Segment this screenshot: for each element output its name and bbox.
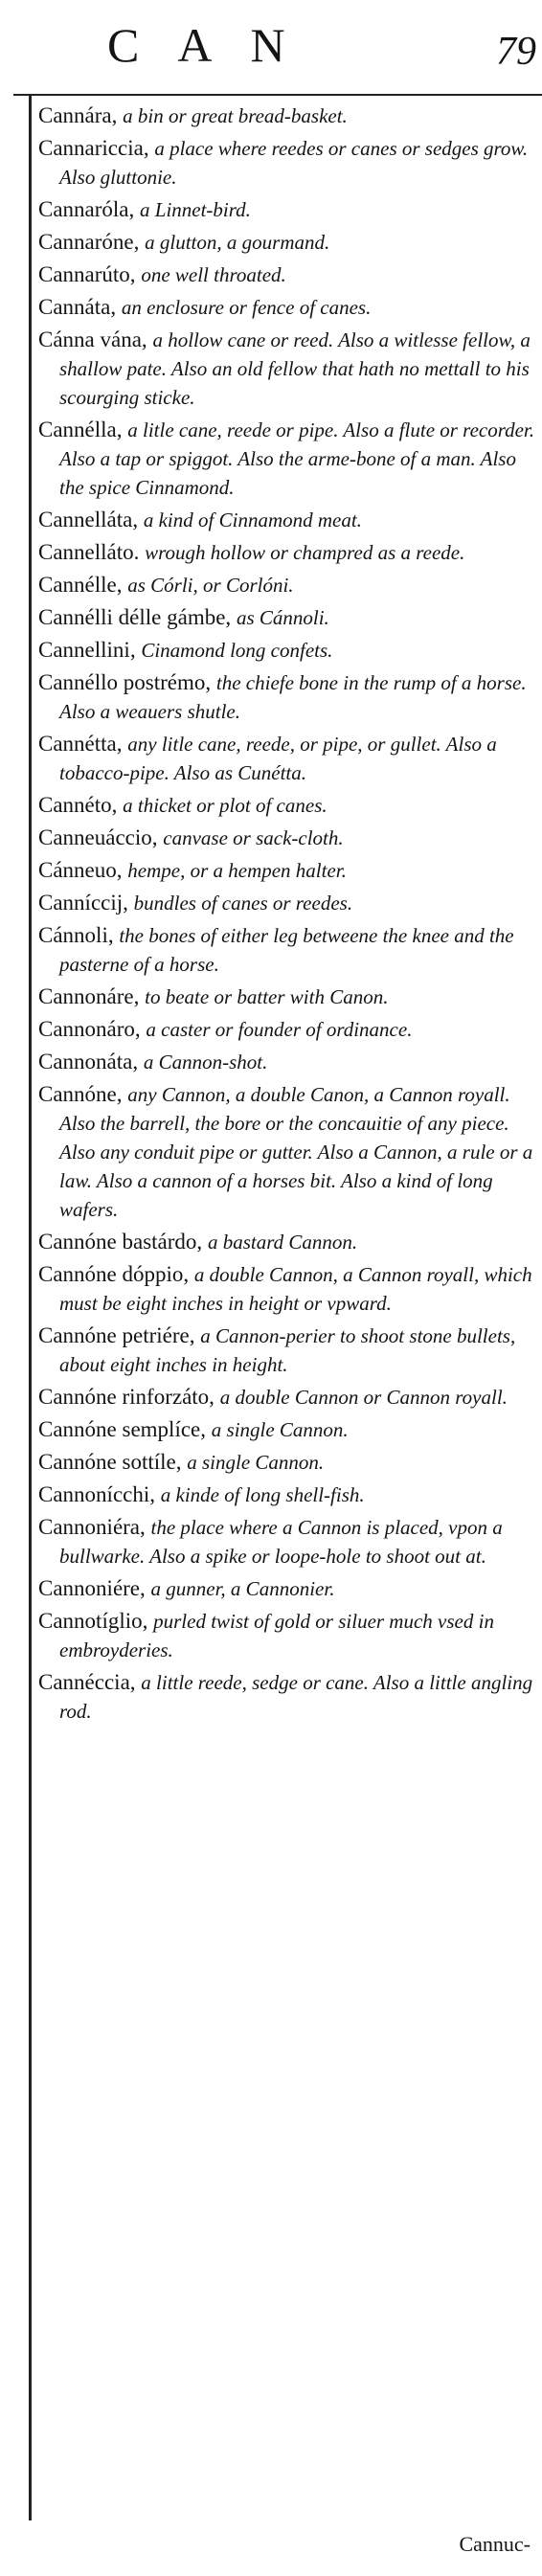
entry-headword: Cánnoli, — [38, 923, 114, 947]
entry-headword: Cannélla, — [38, 418, 123, 441]
dictionary-entry — [38, 1048, 536, 1076]
entry-headword: Cannára, — [38, 103, 118, 127]
entry-definition: as Cánnoli. — [236, 606, 329, 629]
entry-definition: a kinde of long shell-fish. — [160, 1483, 365, 1506]
entry-headword: Cannarúto, — [38, 262, 136, 286]
entry-definition: an enclosure or fence of canes. — [121, 296, 372, 319]
dictionary-entry — [38, 1415, 536, 1444]
entry-headword: Cannóne rinforzáto, — [38, 1385, 215, 1409]
entry-definition: a kind of Cinnamond meat. — [143, 508, 362, 531]
entry-definition: a Cannon-shot. — [143, 1051, 268, 1073]
dictionary-entry — [38, 1260, 536, 1318]
dictionary-entry — [38, 1228, 536, 1256]
entry-definition: any Cannon, a double Canon, a Cannon royall. Also the barrell, the bore or the concauitie of any piece. Also any conduit pipe or gutter. Also a Cannon, a rule or a law. Also a cannon of a horses bit. Also a kind of long wafers. — [59, 1083, 533, 1221]
entry-definition: the chiefe bone in the rump of a horse. Also a weauers shutle. — [59, 671, 527, 723]
entry-definition: a Linnet-bird. — [140, 198, 251, 221]
entry-definition: purled twist of gold or siluer much vsed in embroyderies. — [59, 1610, 494, 1661]
entry-headword: Cannelláto. — [38, 540, 140, 564]
entry-headword: Cannóne semplíce, — [38, 1417, 207, 1441]
entry-definition: Cinamond long confets. — [141, 639, 333, 662]
dictionary-entry — [38, 730, 536, 787]
dictionary-entry — [38, 1668, 536, 1726]
entry-definition: canvase or sack-cloth. — [163, 826, 344, 849]
entry-definition: wrough hollow or champred as a reede. — [145, 541, 465, 564]
entry-headword: Cannonícchi, — [38, 1482, 155, 1506]
entry-headword: Canníccij, — [38, 891, 128, 915]
entry-headword: Cannéllo postrémo, — [38, 670, 212, 694]
entry-definition: hempe, or a hempen halter. — [127, 859, 347, 882]
entry-definition: one well throated. — [141, 263, 286, 286]
dictionary-entry — [38, 538, 536, 567]
header-rule — [13, 94, 542, 96]
entry-headword: Cannoniéra, — [38, 1515, 146, 1539]
entry-headword: Cannotíglio, — [38, 1609, 148, 1633]
dictionary-entry — [38, 134, 536, 192]
page-header — [0, 0, 542, 88]
dictionary-entry — [38, 1383, 536, 1412]
dictionary-entry — [38, 293, 536, 322]
dictionary-entry — [38, 260, 536, 289]
entry-headword: Cannóne, — [38, 1082, 123, 1106]
entry-definition: a caster or founder of ordinance. — [146, 1018, 413, 1041]
dictionary-entry — [38, 571, 536, 599]
dictionary-entry — [38, 1574, 536, 1603]
entry-headword: Cannétta, — [38, 732, 123, 756]
entry-definition: a gunner, a Cannonier. — [150, 1577, 335, 1600]
dictionary-entry — [38, 195, 536, 224]
entry-definition: a double Cannon or Cannon royall. — [219, 1386, 508, 1409]
entry-headword: Cannéccia, — [38, 1670, 136, 1694]
dictionary-entry — [38, 228, 536, 257]
entry-headword: Cannaróne, — [38, 230, 140, 254]
entry-definition: a thicket or plot of canes. — [123, 794, 327, 817]
entry-definition: bundles of canes or reedes. — [133, 892, 353, 915]
entry-headword: Cannélle, — [38, 573, 123, 597]
entry-definition: a glutton, a gourmand. — [145, 231, 330, 254]
dictionary-entry — [38, 824, 536, 852]
running-head: CAN — [107, 18, 324, 72]
entry-headword: Cannóne bastárdo, — [38, 1230, 203, 1254]
entry-headword: Cannéto, — [38, 793, 118, 817]
dictionary-entry — [38, 889, 536, 917]
catchword: Cannuc- — [459, 2532, 531, 2556]
entry-definition: the place where a Cannon is placed, vpon a bullwarke. Also a spike or loope-hole to shoot out at. — [59, 1516, 503, 1568]
dictionary-entry — [38, 1322, 536, 1379]
entry-headword: Cánna vána, — [38, 328, 147, 351]
entry-headword: Cannoniére, — [38, 1576, 146, 1600]
page-number: 79 — [496, 30, 536, 74]
dictionary-entry — [38, 856, 536, 885]
entry-definition: the bones of either leg betweene the knee and the pasterne of a horse. — [59, 924, 514, 976]
entry-headword: Cannellini, — [38, 638, 136, 662]
entry-definition: a single Cannon. — [211, 1418, 349, 1441]
entry-headword: Cannariccia, — [38, 136, 149, 160]
dictionary-entry — [38, 603, 536, 632]
entry-headword: Cannáta, — [38, 295, 117, 319]
dictionary-entry — [38, 1015, 536, 1044]
entry-headword: Cánneuo, — [38, 858, 123, 882]
dictionary-entry — [38, 921, 536, 979]
entry-headword: Cannélli délle gámbe, — [38, 605, 232, 629]
entry-definition: a bin or great bread-basket. — [123, 104, 348, 127]
dictionary-entry — [38, 1480, 536, 1509]
dictionary-entry — [38, 668, 536, 726]
entry-headword: Cannaróla, — [38, 197, 135, 221]
dictionary-entry — [38, 506, 536, 534]
entry-headword: Cannóne petriére, — [38, 1323, 195, 1347]
entry-definition: a double Cannon, a Cannon royall, which must be eight inches in height or vpward. — [59, 1263, 532, 1315]
entry-definition: a little reede, sedge or cane. Also a little angling rod. — [59, 1671, 533, 1723]
entry-headword: Cannonáro, — [38, 1017, 141, 1041]
entry-definition: to beate or batter with Canon. — [145, 985, 389, 1008]
entry-headword: Cannonáre, — [38, 984, 140, 1008]
dictionary-entry — [38, 1607, 536, 1664]
entry-definition: a litle cane, reede or pipe. Also a flute or recorder. Also a tap or spiggot. Also the arme-bone of a man. Also the spice Cinnamond. — [59, 418, 535, 499]
entry-headword: Cannelláta, — [38, 508, 139, 531]
entry-headword: Cannóne sottíle, — [38, 1450, 182, 1474]
dictionary-entry — [38, 1080, 536, 1224]
entry-definition: a place where reedes or canes or sedges grow. Also gluttonie. — [59, 137, 529, 189]
entry-definition: any litle cane, reede, or pipe, or gullet. Also a tobacco-pipe. Also as Cunétta. — [59, 733, 497, 784]
entry-definition: a Cannon-perier to shoot stone bullets, about eight inches in height. — [59, 1324, 516, 1376]
dictionary-entry — [38, 983, 536, 1011]
dictionary-entry — [38, 416, 536, 502]
column-rule — [29, 96, 32, 2520]
entry-definition: as Córli, or Corlóni. — [127, 574, 294, 597]
dictionary-entry — [38, 326, 536, 412]
entry-headword: Canneuáccio, — [38, 825, 158, 849]
dictionary-entry — [38, 791, 536, 820]
entry-headword: Cannóne dóppio, — [38, 1262, 190, 1286]
entry-definition: a bastard Cannon. — [207, 1231, 358, 1254]
dictionary-entries — [38, 102, 536, 1729]
entry-headword: Cannonáta, — [38, 1050, 139, 1073]
dictionary-entry — [38, 102, 536, 130]
entry-definition: a hollow cane or reed. Also a witlesse fellow, a shallow pate. Also an old fellow that hath no mettall to his scourging sticke. — [59, 328, 531, 409]
dictionary-entry — [38, 1513, 536, 1570]
dictionary-entry — [38, 636, 536, 665]
entry-definition: a single Cannon. — [187, 1451, 325, 1474]
dictionary-entry — [38, 1448, 536, 1477]
